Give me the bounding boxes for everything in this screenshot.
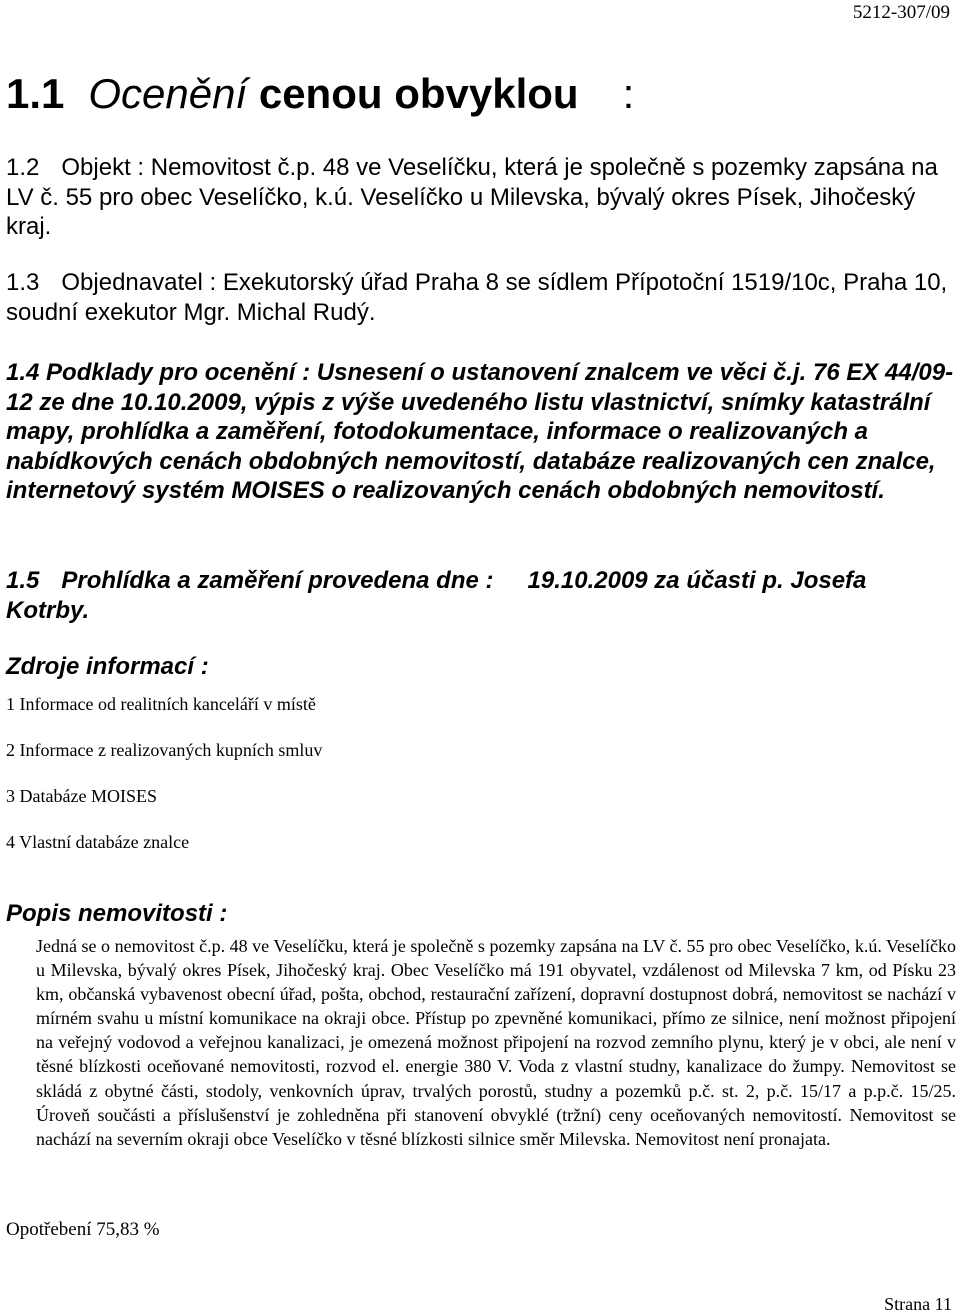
section-basis (6, 358, 956, 506)
description-body: Jedná se o nemovitost č.p. 48 ve Veselíčku, která je společně s pozemky zapsána na LV č. 55 pro obec Veselíčko, k.ú. Veselíčko u Milevska, bývalý okres Písek, Jihočeský kraj. Obec Veselíčko má 191 obyvatel, vzdálenost od Milevska 7 km, od Písku 23 km, občanská vybavenost obecní úřad, pošta, obchod, restaurační zařízení, dopravní dostupnost dobrá, nemovitost se nachází v mírném svahu u místní komunikace na okraji obce. Přístup po zpevněné komunikaci, přímo ze silnice, není možnost připojení na veřejný vodovod a veřejnou kanalizaci, je omezená možnost připojení na rozvod zemního plynu, který je v obci, ale není v těsné blízkosti oceňované nemovitosti, rozvod el. energie 380 V. Voda z vlastní studny, kanalizace do žumpy. Nemovitost se skládá z obytné části, stodoly, venkovních úprav, trvalých porostů, studny a pozemků p.č. st. 2, p.č. 15/17 a p.p.č. 15/25. Úroveň součásti a příslušenství je zohledněna při stanovení obvyklé (tržní) ceny oceňovaných nemovitostí. Nemovitost se nachází na severním okraji obce Veselíčko v těsné blízkosti silnice směr Milevska. Nemovitost není pronajata. (36, 936, 956, 1149)
section-object (6, 153, 956, 242)
title-word-italic: Ocenění (88, 70, 248, 117)
source-item: 3 Databáze MOISES (6, 786, 157, 806)
title-number: 1.1 (6, 70, 65, 117)
title-word-bold: cenou obvyklou (258, 70, 579, 117)
source-item: 1 Informace od realitních kanceláří v místě (6, 694, 316, 714)
description-heading: Popis nemovitosti : (6, 900, 228, 927)
wear-percentage: Opotřebení 75,83 % (6, 1219, 160, 1240)
section-inspection-number: 1.5 (6, 567, 40, 594)
sources-heading: Zdroje informací : (6, 653, 209, 680)
source-item: 4 Vlastní databáze znalce (6, 832, 190, 852)
page-number: Strana 11 (884, 1294, 952, 1314)
section-client (6, 268, 956, 327)
page-title (6, 70, 634, 118)
section-inspection (6, 566, 956, 625)
source-item: 2 Informace z realizovaných kupních smluv (6, 740, 323, 760)
section-basis-text: Podklady pro ocenění : Usnesení o ustanovení znalcem ve věci č.j. 76 EX 44/09-12 ze dne 10.10.2009, výpis z výše uvedeného listu vlastnictví, snímky katastrální mapy, prohlídka a zaměření, fotodokumentace, informace o realizovaných a nabídkových cenách obdobných nemovitostí, databáze realizovaných cen znalce, internetový systém MOISES o realizovaných cenách obdobných nemovitostí. (6, 359, 954, 504)
section-inspection-label: Prohlídka a zaměření provedena dne : (61, 567, 494, 594)
section-inspection-date: 19.10.2009 za účasti p. Josefa Kotrby. (6, 567, 867, 624)
section-client-number: 1.3 (6, 269, 40, 296)
section-object-text: Objekt : Nemovitost č.p. 48 ve Veselíčku, která je společně s pozemky zapsána na LV č. 55 pro obec Veselíčko, k.ú. Veselíčko u Milevska, bývalý okres Písek, Jihočeský kraj. (6, 154, 938, 240)
section-object-number: 1.2 (6, 154, 40, 181)
section-client-text: Objednavatel : Exekutorský úřad Praha 8 se sídlem Přípotoční 1519/10c, Praha 10, soudní exekutor Mgr. Michal Rudý. (6, 269, 948, 326)
section-basis-number: 1.4 (6, 359, 40, 386)
title-colon: : (622, 70, 635, 117)
document-reference: 5212-307/09 (852, 2, 950, 23)
